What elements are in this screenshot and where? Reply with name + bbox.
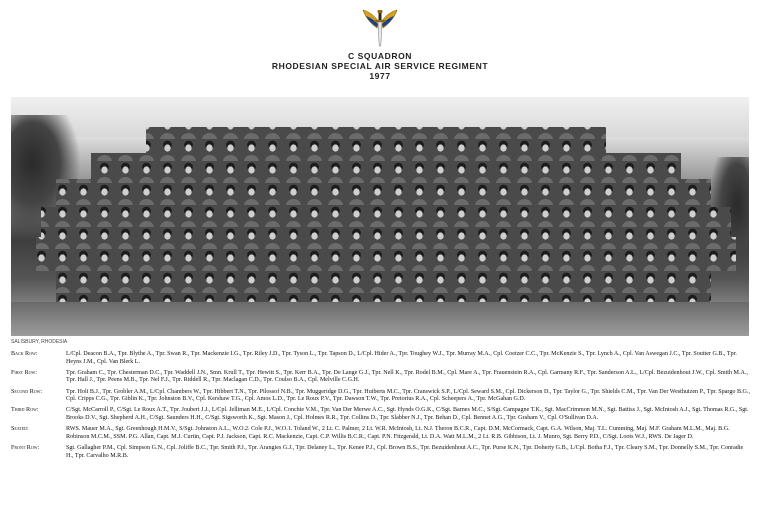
front-row	[11, 445, 751, 460]
seated-row	[11, 426, 751, 441]
row-label: Second Row:	[11, 388, 43, 395]
row-label: Seated:	[11, 426, 29, 433]
row-label: First Row:	[11, 369, 38, 376]
photo-location-caption: SALISBURY, RHODESIA	[11, 339, 68, 345]
row-label: Third Row:	[11, 407, 39, 414]
group-photograph	[11, 97, 749, 336]
sas-winged-dagger-icon	[361, 8, 399, 48]
row-names: Sgt. Gallagher P.M., Cpl. Simpson G.N., Cpl. Joliffe B.C., Tpr. Smith P.J., Tpr. Arangies G.J., Tpr. Delaney L., Tpr. Kenee P.J., Cpl. Brown B.S., Tpr. Bezuidenhout A.C., Tpr. Purse K.N., Tpr. Doherty G.B., L/Cpl. Botha F.J., Tpr. Cleary S.M., Tpr. Donnelly S.M., Tpr. Conradie H., Tpr. Carvalho M.R.B.	[66, 444, 744, 459]
regiment-title: RHODESIAN SPECIAL AIR SERVICE REGIMENT	[271, 61, 489, 71]
squadron-title: C SQUADRON	[347, 51, 413, 61]
third-row	[11, 407, 751, 422]
name-rows	[11, 351, 751, 464]
second-row	[11, 389, 751, 404]
row-names: Tpr. Graham C., Tpr. Chesterman D.C., Tpr. Waddell J.N., Smn. Krull T., Tpr. Hewitt S., Tpr. Kerr B.A., Tpr. De Lange G.J., Tpr. Nell K., Tpr. Rodel B.M., Cpl. Mare A., Tpr. Frauenstein R.A., Cpl. Garmany R.F., Tpr. Sanderson A.L., L/Cpl. Bezuidenhout J.W., Cpl. Smith M.A., Tpr. Hall J., Tpr. Peens M.B., Tpr. Nel F.J., Tpr. Riddell R., Tpr. Maclagan C.D., Tpr. Coulso B.A., Cpl. Melville C.G.H.	[66, 369, 748, 384]
row-label: Front Row:	[11, 444, 40, 451]
row-names: RWS. Mauer M.A., Sgt. Greenhough H.M.V., S/Sgt. Johnston A.L., W.O.2. Cole P.J., W.O.1. Toland W., 2 Lt. C. Palmer, 2 Lt. W.R. McIntosh, Lt. N.J. Theron B.C.R., Capt. D.M. McCormack, Capt. G.A. Wilson, Maj. T.L. Cumming, Maj. M.F. Graham M.L.M., Maj. B.G. Robinson M.C.M., SSM. P.G. Allan, Capt. M.J. Curtin, Capt. P.J. Jackson, Capt. R.C. Mackenzie, Capt. C.P. Willis B.C.R., Capt. P.N. Fitzgerald, Lt. D.A. Watt M.L.M., 2 Lt. R.B. Gibbison, Lt. J. Munro, Sgt. Berry P.D., C/Sgt. Loots W.J., RWS. De Jager D.	[66, 426, 730, 440]
row-names: C/Sgt. McCarroll P., C/Sgt. Le Roux A.T., Tpr. Joubert J.J., L/Cpl. Jelliman M.E., L/Cpl. Conchie V.M., Tpr. Van Der Merwe A.C., Sgt. Hynds O.G.K., C/Sgt. Barnes M.C., S/Sgt. Campagne T.K., Sgt. MacCrimmon M.N., Sgt. Battiss J., Sgt. McIntosh A.J., Sgt. Thomas R.G., Sgt. Brooks D.V., Sgt. Shepherd A.H., C/Sgt. Saunders H.H., C/Sgt. Sigsworth K., Sgt. Mason J., Cpl. Holmes R.R., Tpr. Collins D., Tpr. Slabber N.J., Tpr. Behan D., Cpl. Bennet A.G., Tpr. Graham V., Cpl. O'Sullivan D.A.	[66, 407, 749, 421]
photo-grass	[11, 302, 749, 336]
year-title: 1977	[369, 71, 391, 81]
soldiers-rows	[31, 117, 736, 317]
back-row	[11, 351, 751, 366]
row-names: L/Cpl. Deacon B.A., Tpr. Blythe A., Tpr. Swan R., Tpr. Mackenzie I.G., Tpr. Riley J.D., Tpr. Tyson L., Tpr. Tapson D., L/Cpl. Hider A., Tpr. Toughey W.J., Tpr. Murray M.A., Cpl. Coetzer C.C., Tpr. McKenzie S., Tpr. Lynch A., Cpl. Van Aswegan J.C., Tpr. Soutter G.B., Tpr. Heyns J.M., Cpl. Van Blerk L.	[66, 351, 737, 365]
first-row	[11, 370, 751, 385]
row-label: Back Row:	[11, 351, 38, 357]
row-names: Tpr. Holt B.J., Tpr. Grobler A.M., L/Cpl. Chambers W., Tpr. Hibbert T.N., Tpr. Pilossof N.B., Tpr. Muggeridge D.G., Tpr. Huiberts M.C., Tpr. Cranswick S.P., L/Cpl. Seward S.M., Cpl. Dickerson D., Tpr. Taylor G., Tpr. Shields C.M., Tpr. Van Der Westhuizen P., Tpr. Spargo B.G., Cpl. Cripps C.G., Tpr. Giblin K., Tpr. Johnston B.V., Cpl. Kershaw T.G., Cpl. Amos L.D., Tpr. Le Roux P.V., Tpr. Dawson T.W., Tpr. Pretorius R.A., Cpl. Scheepers A., Tpr. McGahan G.D.	[66, 388, 751, 403]
